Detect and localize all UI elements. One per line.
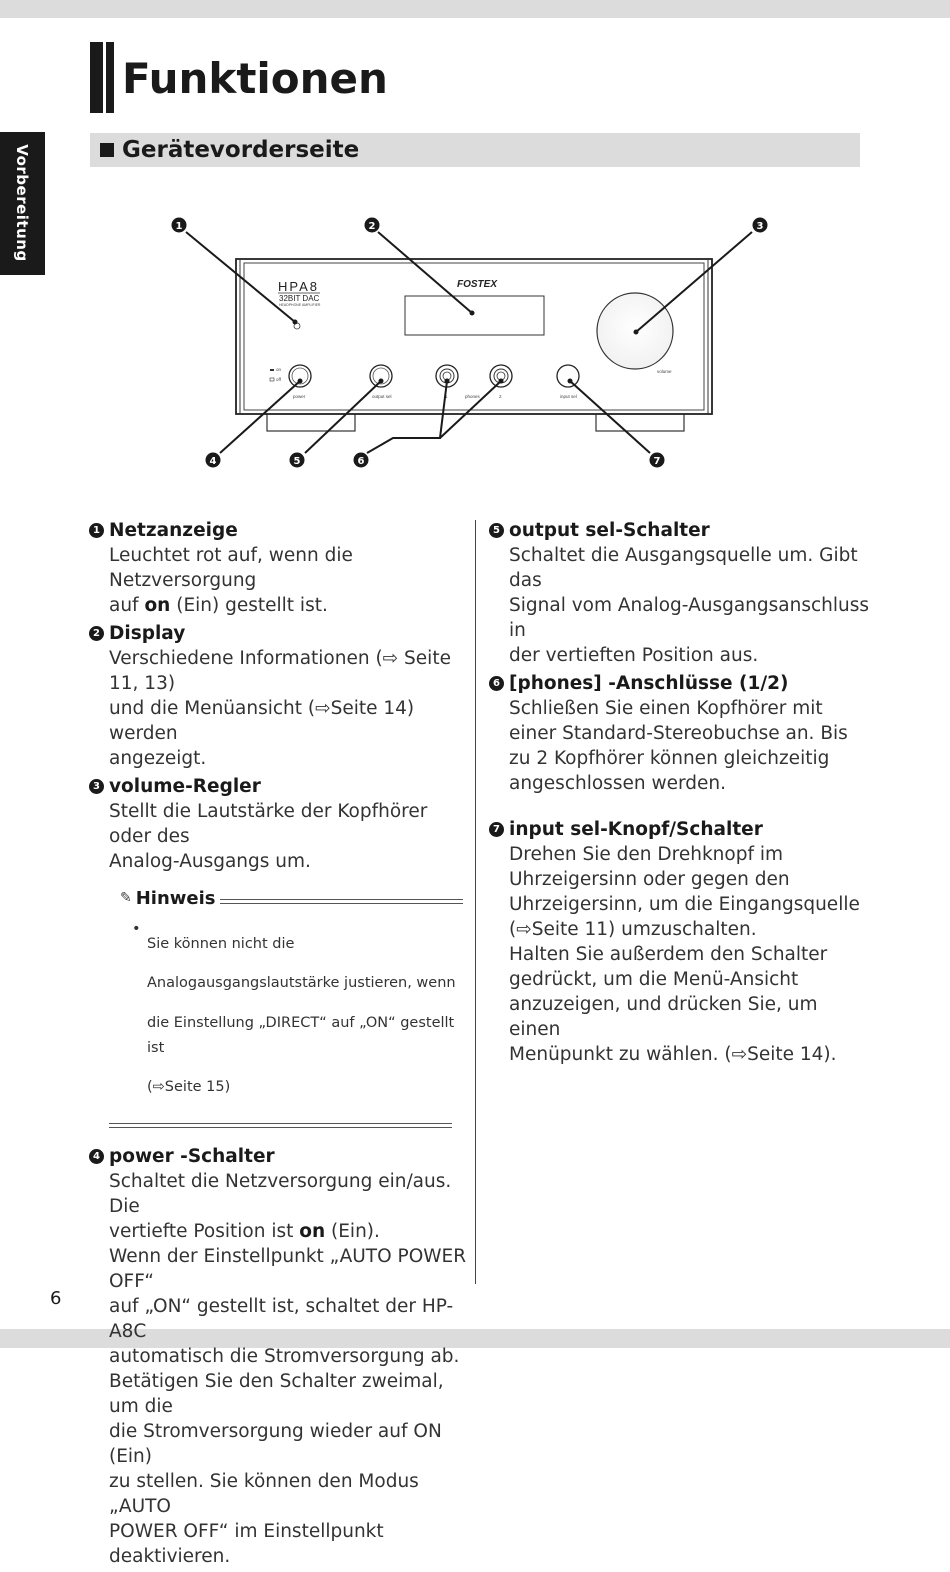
text-line: die Einstellung „DIRECT“ auf „ON“ gestellt ist: [147, 1014, 455, 1056]
item-4: [89, 1144, 469, 1569]
item-body: [89, 543, 469, 618]
hint-text: [147, 917, 463, 1115]
text-line: anzuzeigen, und drücken Sie, um einen: [509, 994, 818, 1040]
side-tab-label: Vorbereitung: [13, 144, 31, 262]
item-number: 5: [489, 523, 504, 538]
phones-2-label: 2: [499, 394, 502, 399]
text-line: Stellt die Lautstärke der Kopfhörer oder des: [109, 801, 428, 847]
model-label: HPA8: [278, 279, 319, 294]
text-line: angezeigt.: [109, 748, 207, 769]
text-line: (⇨Seite 15): [147, 1079, 231, 1095]
item-title: volume-Regler: [109, 776, 261, 797]
item-title: output sel-Schalter: [509, 520, 710, 541]
text-line: Analogausgangslautstärke justieren, wenn: [147, 975, 456, 991]
item-6: [489, 671, 869, 796]
display-window: [405, 296, 544, 335]
text-line: Sie können nicht die: [147, 935, 295, 952]
text-line: automatisch die Stromversorgung ab.: [109, 1345, 460, 1367]
text-line: Menüpunkt zu wählen. (⇨Seite 14).: [509, 1044, 837, 1065]
left-foot: [267, 413, 355, 431]
phones-1-label: 1: [445, 394, 448, 399]
text-line: auf on (Ein) gestellt ist.: [109, 595, 328, 616]
text-line: Halten Sie außerdem den Schalter: [509, 944, 828, 965]
column-divider: [475, 520, 476, 1284]
input-sel-knob: [557, 365, 579, 387]
text-line: Analog-Ausgangs um.: [109, 851, 311, 872]
item-5: [489, 518, 869, 668]
text-line: die Stromversorgung wieder auf ON (Ein): [109, 1420, 442, 1467]
page-title: Funktionen: [122, 54, 388, 103]
item-number: 1: [89, 523, 104, 538]
hint-title: Hinweis: [135, 888, 216, 909]
item-body: [89, 799, 469, 874]
callout-6-label: 6: [357, 456, 365, 467]
callout-5-label: 5: [293, 456, 301, 467]
text-line: Schaltet die Netzversorgung ein/aus. Die: [109, 1170, 452, 1217]
item-body: [89, 1169, 469, 1569]
text-line: Wenn der Einstellpunkt „AUTO POWER OFF“: [109, 1245, 467, 1292]
text-line: und die Menüansicht (⇨Seite 14) werden: [109, 698, 415, 744]
text-line: zu 2 Kopfhörer können gleichzeitig: [509, 748, 830, 769]
item-7: [489, 817, 869, 1067]
model-subtitle-small: HEADPHONE AMPLIFIER: [279, 303, 321, 307]
text-line: Drehen Sie den Drehknopf im: [509, 844, 784, 865]
output-sel-label: output sel: [372, 394, 392, 399]
text-line: Leuchtet rot auf, wenn die Netzversorgung: [109, 545, 353, 591]
callout-7-label: 7: [653, 456, 661, 467]
text-line: gedrückt, um die Menü-Ansicht: [509, 969, 799, 990]
item-body: [489, 842, 869, 1067]
item-2: [89, 621, 469, 771]
item-title: Display: [109, 623, 186, 644]
hint-box: [120, 886, 463, 1128]
callout-2-label: 2: [368, 221, 376, 232]
text-line: Verschiedene Informationen (⇨ Seite 11, 13): [109, 648, 451, 694]
item-number: 4: [89, 1149, 104, 1164]
text-line: Signal vom Analog-Ausgangsanschluss in: [509, 595, 870, 641]
text-line: angeschlossen werden.: [509, 773, 726, 794]
pin-icon: ✎: [120, 890, 132, 906]
section-title: Gerätevorderseite: [122, 137, 360, 163]
text-line: (⇨Seite 11) umzuschalten.: [509, 919, 757, 940]
item-3: [89, 774, 469, 874]
text-line: auf „ON“ gestellt ist, schaltet der HP-A8C: [109, 1295, 454, 1342]
text-line: vertiefte Position ist on (Ein).: [109, 1220, 380, 1242]
callout-4-label: 4: [209, 456, 217, 467]
text-line: einer Standard-Stereobuchse an. Bis: [509, 723, 848, 744]
text-line: Uhrzeigersinn oder gegen den: [509, 869, 790, 890]
item-body: [489, 543, 869, 668]
item-number: 2: [89, 626, 104, 641]
hint-bullet: •: [132, 921, 141, 937]
input-sel-label: input sel: [560, 394, 577, 399]
item-body: [489, 696, 869, 796]
left-column: [89, 518, 469, 1572]
text-line: Schaltet die Ausgangsquelle um. Gibt das: [509, 545, 858, 591]
item-number: 6: [489, 676, 504, 691]
item-title: [phones] -Anschlüsse (1/2): [509, 673, 789, 694]
off-label: off: [276, 377, 281, 382]
item-title: input sel-Knopf/Schalter: [509, 819, 763, 840]
device-diagram: [0, 0, 950, 500]
on-label: on: [276, 367, 282, 372]
item-number: 3: [89, 779, 104, 794]
item-body: [89, 646, 469, 771]
callout-1-label: 1: [175, 221, 183, 232]
power-label: power: [293, 394, 306, 399]
item-title: Netzanzeige: [109, 520, 238, 541]
page-number: 6: [50, 1288, 62, 1309]
callout-3-label: 3: [756, 221, 764, 232]
model-subtitle: 32BIT DAC: [279, 294, 320, 303]
volume-label: volume: [657, 369, 672, 374]
text-line: Uhrzeigersinn, um die Eingangsquelle: [509, 894, 860, 915]
text-line: der vertieften Position aus.: [509, 645, 759, 666]
right-column: [489, 518, 869, 1070]
text-line: Schließen Sie einen Kopfhörer mit: [509, 698, 823, 719]
text-line: zu stellen. Sie können den Modus „AUTO: [109, 1470, 419, 1517]
text-line: POWER OFF“ im Einstellpunkt deaktivieren.: [109, 1520, 384, 1567]
phones-label: phones: [465, 394, 480, 399]
item-number: 7: [489, 822, 504, 837]
item-1: [89, 518, 469, 618]
brand-logo: FOSTEX: [457, 279, 498, 290]
text-line: Betätigen Sie den Schalter zweimal, um die: [109, 1370, 444, 1417]
item-title: power -Schalter: [109, 1145, 275, 1167]
